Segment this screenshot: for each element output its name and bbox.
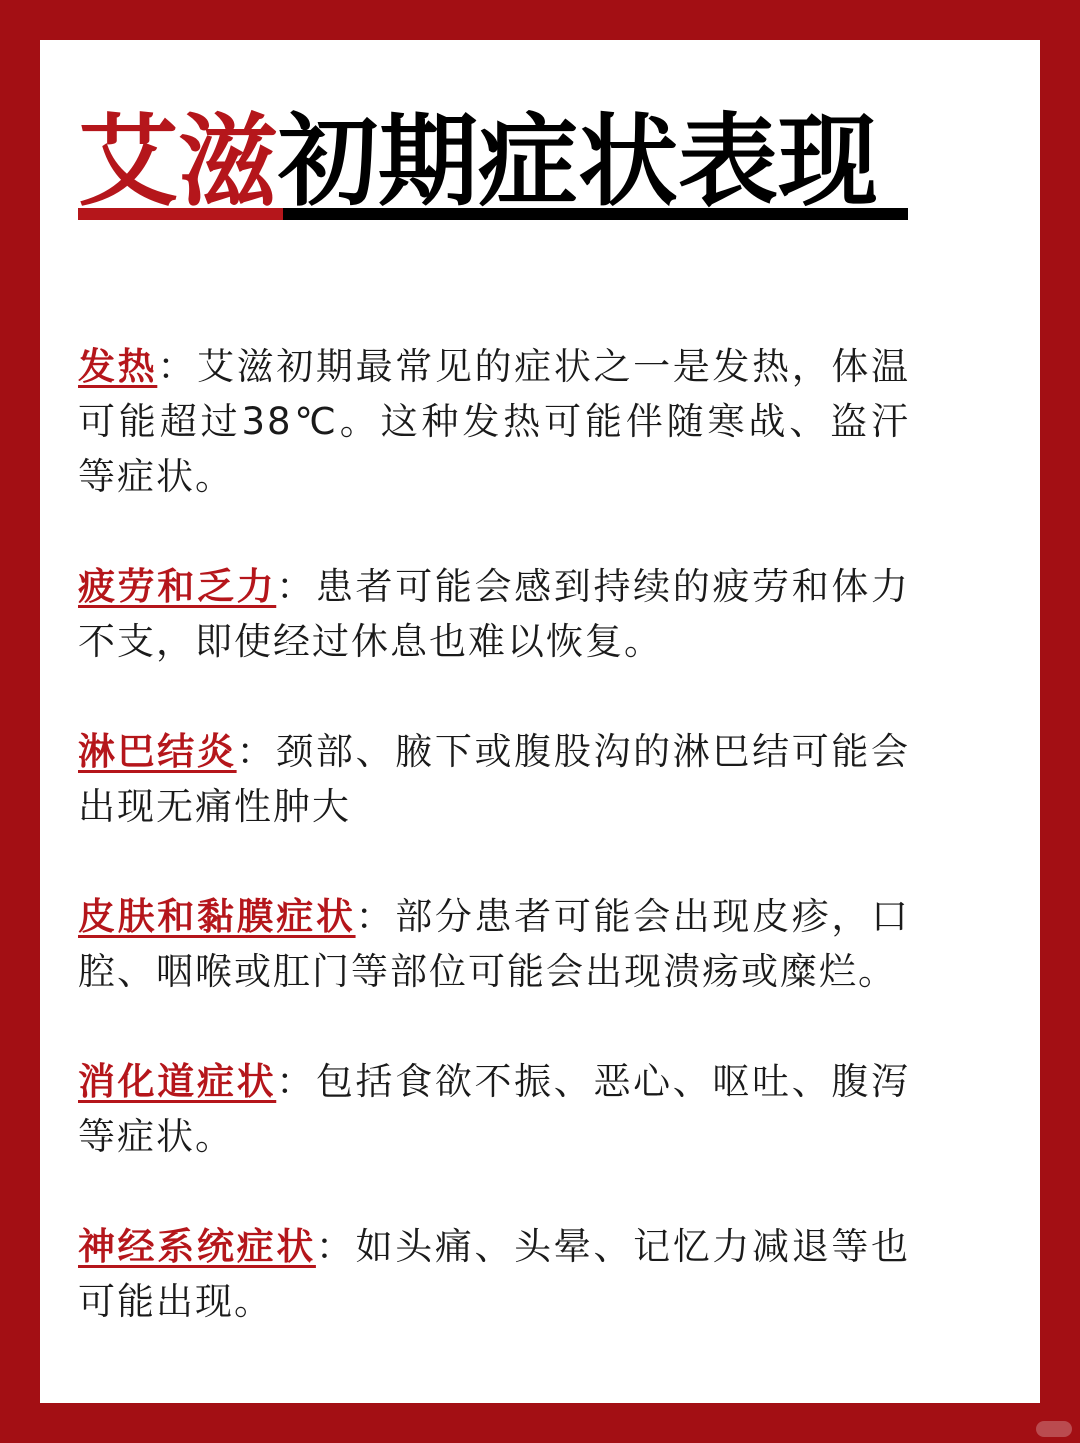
symptom-label: 消化道症状 <box>78 1060 277 1103</box>
symptom-colon: ： <box>355 895 396 938</box>
symptom-colon: ： <box>157 345 197 388</box>
symptom-text: 如头痛、头晕、记忆力减退等也可能出现。 <box>78 1225 911 1323</box>
symptom-item-lymph <box>78 724 910 834</box>
symptom-colon: ： <box>276 565 316 608</box>
symptom-list <box>78 302 910 1384</box>
symptom-text: 包括食欲不振、恶心、呕吐、腹泻等症状。 <box>78 1060 911 1158</box>
symptom-text: 颈部、腋下或腹股沟的淋巴结可能会出现无痛性肿大 <box>78 730 911 828</box>
page-title <box>78 103 908 222</box>
symptom-item-neuro <box>78 1219 910 1329</box>
symptom-label: 疲劳和乏力 <box>78 565 277 608</box>
symptom-text: 患者可能会感到持续的疲劳和体力不支，即使经过休息也难以恢复。 <box>78 565 911 663</box>
symptom-label: 淋巴结炎 <box>78 730 237 773</box>
symptom-text: 艾滋初期最常见的症状之一是发热，体温可能超过38℃。这种发热可能伴随寒战、盗汗等症状。 <box>78 345 911 498</box>
symptom-item-digestive <box>78 1054 910 1164</box>
symptom-label: 皮肤和黏膜症状 <box>78 895 356 938</box>
symptom-colon: ： <box>236 730 277 773</box>
symptom-item-skin <box>78 889 910 999</box>
corner-watermark-mark <box>1036 1421 1072 1437</box>
symptom-item-fatigue <box>78 559 910 669</box>
symptom-colon: ： <box>315 1225 356 1268</box>
symptom-label: 发热 <box>78 345 158 388</box>
symptom-colon: ： <box>276 1060 316 1103</box>
symptom-text: 部分患者可能会出现皮疹，口腔、咽喉或肛门等部位可能会出现溃疡或糜烂。 <box>78 895 911 993</box>
title-black-part: 初期症状表现 <box>278 103 878 220</box>
symptom-item-fever <box>78 339 910 504</box>
title-red-part: 艾滋 <box>78 103 278 220</box>
symptom-label: 神经系统症状 <box>78 1225 316 1268</box>
